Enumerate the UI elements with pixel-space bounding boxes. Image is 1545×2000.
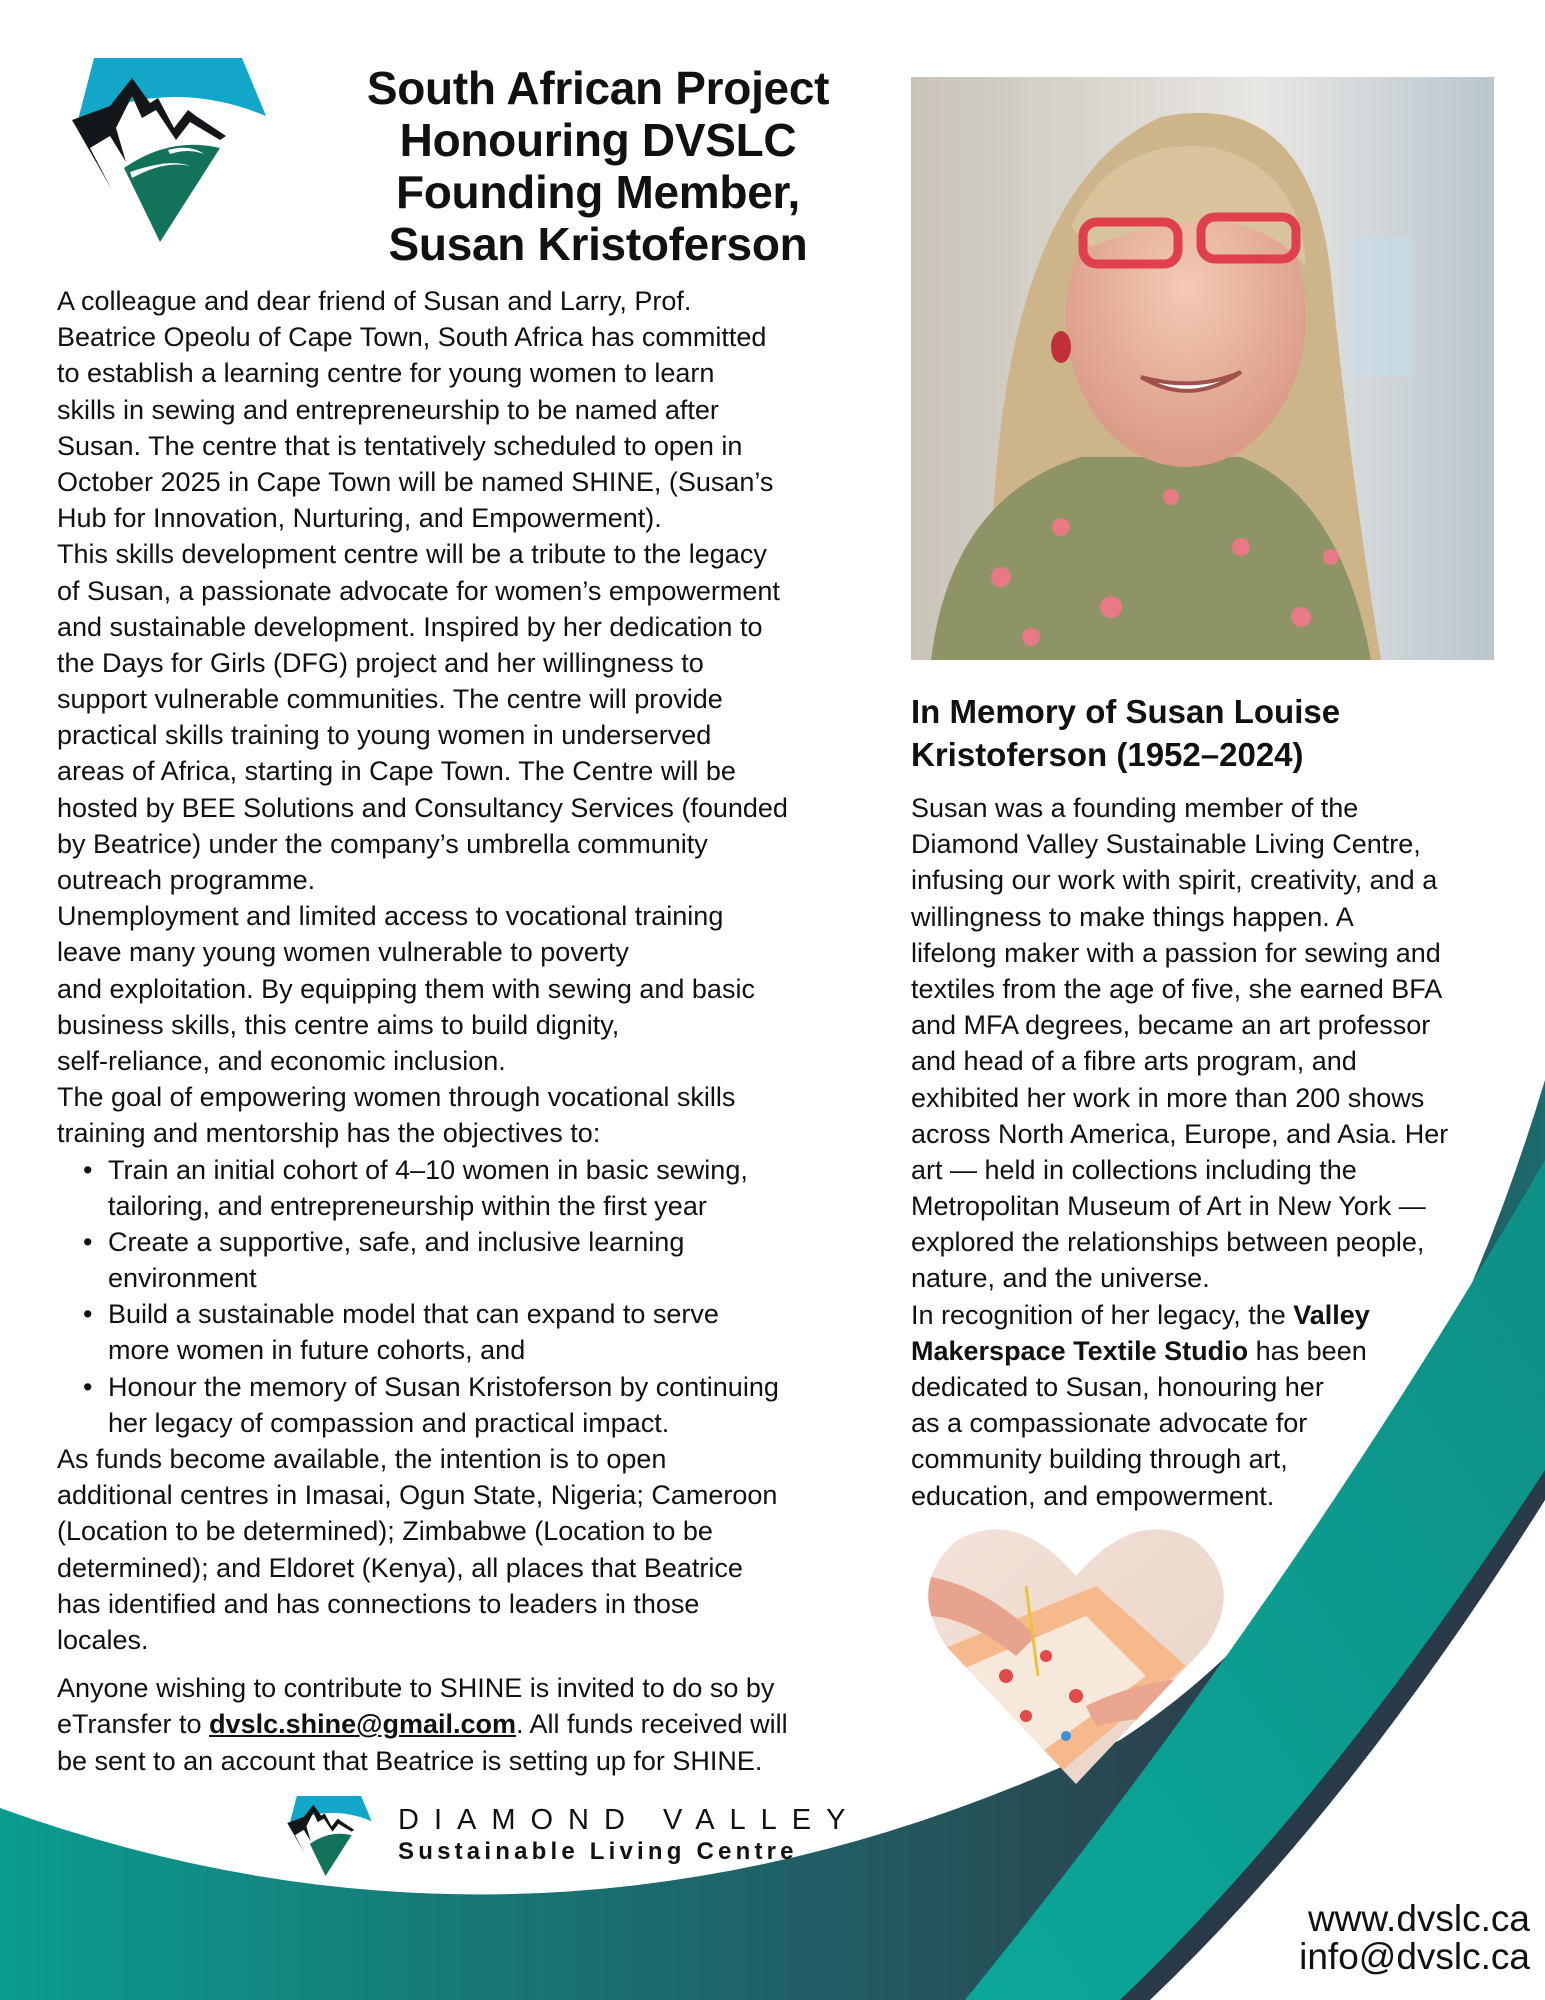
- text-segment: has been: [1248, 1335, 1367, 1366]
- bullet-icon: •: [83, 1154, 93, 1185]
- text-line: and MFA degrees, became an art professor: [911, 1010, 1431, 1041]
- text-line: Anyone wishing to contribute to SHINE is invited to do so by: [57, 1673, 775, 1704]
- text-line: Honour the memory of Susan Kristoferson by continuing: [108, 1371, 779, 1402]
- text-line: across North America, Europe, and Asia. Her: [911, 1118, 1449, 1149]
- text-line: training and mentorship has the objectives to:: [57, 1118, 601, 1149]
- title-line: South African Project: [366, 62, 830, 114]
- text-line: hosted by BEE Solutions and Consultancy Services (founded: [57, 792, 788, 823]
- text-line: business skills, this centre aims to build dignity,: [57, 1009, 620, 1040]
- paragraph-biography: [911, 790, 1511, 1297]
- text-segment: In recognition of her legacy, the: [911, 1299, 1294, 1330]
- susan-portrait-photo: [911, 77, 1494, 660]
- text-line: This skills development centre will be a tribute to the legacy: [57, 539, 767, 570]
- text-line: Train an initial cohort of 4–10 women in basic sewing,: [108, 1154, 748, 1185]
- text-line: Beatrice Opeolu of Cape Town, South Africa has committed: [57, 322, 767, 353]
- heading-line: In Memory of Susan Louise: [911, 693, 1341, 730]
- shine-email-link[interactable]: dvslc.shine@gmail.com: [209, 1709, 516, 1740]
- text-line: determined); and Eldoret (Kenya), all places that Beatrice: [57, 1552, 743, 1583]
- text-segment: eTransfer to: [57, 1709, 210, 1740]
- text-line: The goal of empowering women through vocational skills: [57, 1082, 736, 1113]
- text-line: Create a supportive, safe, and inclusive learning: [108, 1226, 685, 1257]
- paragraph-expansion: [57, 1441, 887, 1658]
- text-line: Unemployment and limited access to vocational training: [57, 901, 724, 932]
- text-line: lifelong maker with a passion for sewing and: [911, 937, 1441, 968]
- sewing-hands-heart-photo: [926, 1526, 1226, 1784]
- paragraph-recognition: [911, 1297, 1511, 1514]
- studio-name-bold: Valley: [1293, 1299, 1370, 1330]
- text-line: support vulnerable communities. The centre will provide: [57, 684, 723, 715]
- bullet-icon: •: [83, 1226, 93, 1257]
- paragraph-tribute: [57, 536, 887, 898]
- objective-item: [57, 1369, 887, 1441]
- text-line: Susan. The centre that is tentatively scheduled to open in: [57, 430, 743, 461]
- contact-info: [1299, 1900, 1530, 1976]
- text-line: and head of a fibre arts program, and: [911, 1046, 1357, 1077]
- text-line: by Beatrice) under the company’s umbrella community: [57, 828, 708, 859]
- studio-name-bold: Makerspace Textile Studio: [911, 1335, 1249, 1366]
- title-line: Founding Member,: [395, 166, 801, 218]
- text-line: outreach programme.: [57, 865, 316, 895]
- text-line: October 2025 in Cape Town will be named SHINE, (Susan’s: [57, 466, 774, 497]
- text-line: tailoring, and entrepreneurship within the first year: [108, 1190, 707, 1221]
- text-line: additional centres in Imasai, Ogun State, Nigeria; Cameroon: [57, 1480, 778, 1511]
- heading-line: Kristoferson (1952–2024): [911, 736, 1304, 773]
- text-line: Susan was a founding member of the: [911, 793, 1359, 823]
- text-line: leave many young women vulnerable to poverty: [57, 937, 629, 968]
- text-line: explored the relationships between people,: [911, 1227, 1425, 1258]
- bullet-icon: •: [83, 1299, 93, 1330]
- footer-logo-icon: [286, 1796, 372, 1876]
- text-line: self-reliance, and economic inclusion.: [57, 1045, 506, 1076]
- text-line: as a compassionate advocate for: [911, 1408, 1308, 1439]
- website-link[interactable]: www.dvslc.ca: [1307, 1898, 1530, 1939]
- paragraph-need: [57, 898, 887, 1079]
- objective-item: [57, 1296, 887, 1368]
- memorial-body: [911, 790, 1511, 1514]
- text-line: Metropolitan Museum of Art in New York —: [911, 1191, 1426, 1222]
- text-segment: . All funds received will: [516, 1709, 788, 1740]
- text-line: skills in sewing and entrepreneurship to be named after: [57, 394, 719, 425]
- text-line: art — held in collections including the: [911, 1154, 1357, 1185]
- memorial-heading: [911, 690, 1511, 776]
- contact-email-link[interactable]: info@dvslc.ca: [1299, 1936, 1530, 1977]
- text-line: the Days for Girls (DFG) project and her willingness to: [57, 647, 704, 678]
- dvslc-logo: [70, 58, 266, 242]
- text-line: more women in future cohorts, and: [108, 1335, 526, 1366]
- text-line: of Susan, a passionate advocate for women’s empowerment: [57, 575, 780, 606]
- footer-org-subtitle: Sustainable Living Centre: [398, 1838, 798, 1865]
- objectives-list: [57, 1152, 887, 1442]
- title-line: Honouring DVSLC: [399, 114, 797, 166]
- text-line: to establish a learning centre for young women to learn: [57, 358, 715, 389]
- text-line: Diamond Valley Sustainable Living Centre,: [911, 829, 1421, 860]
- text-line: nature, and the universe.: [911, 1263, 1210, 1294]
- article-body: [57, 283, 887, 1779]
- text-line: As funds become available, the intention is to open: [57, 1444, 667, 1474]
- text-line: (Location to be determined); Zimbabwe (Location to be: [57, 1516, 713, 1547]
- text-line: areas of Africa, starting in Cape Town. The Centre will be: [57, 756, 736, 787]
- text-line: infusing our work with spirit, creativity, and a: [911, 865, 1438, 896]
- text-line: [911, 1297, 1511, 1333]
- objective-item: [57, 1224, 887, 1296]
- paragraph-goal: [57, 1079, 887, 1151]
- text-line: A colleague and dear friend of Susan and Larry, Prof.: [57, 286, 692, 316]
- text-line: education, and empowerment.: [911, 1480, 1275, 1511]
- text-line: Build a sustainable model that can expand to serve: [108, 1299, 719, 1330]
- text-line: has identified and has connections to leaders in those: [57, 1588, 700, 1619]
- text-line: be sent to an account that Beatrice is setting up for SHINE.: [57, 1745, 763, 1776]
- text-line: Hub for Innovation, Nurturing, and Empowerment).: [57, 503, 662, 534]
- page-title: [300, 62, 896, 270]
- bullet-icon: •: [83, 1371, 93, 1402]
- text-line: dedicated to Susan, honouring her: [911, 1372, 1324, 1402]
- paragraph-contribute: [57, 1670, 887, 1779]
- text-line: and sustainable development. Inspired by her dedication to: [57, 611, 763, 642]
- text-line: her legacy of compassion and practical impact.: [108, 1407, 670, 1438]
- text-line: environment: [108, 1263, 257, 1294]
- objective-item: [57, 1152, 887, 1224]
- text-line: [57, 1706, 887, 1742]
- text-line: practical skills training to young women in underserved: [57, 720, 712, 751]
- text-line: locales.: [57, 1624, 149, 1655]
- text-line: and exploitation. By equipping them with sewing and basic: [57, 973, 755, 1004]
- text-line: textiles from the age of five, she earned BFA: [911, 973, 1443, 1004]
- text-line: community building through art,: [911, 1444, 1288, 1475]
- text-line: willingness to make things happen. A: [911, 901, 1354, 932]
- text-line: [911, 1333, 1511, 1369]
- title-line: Susan Kristoferson: [388, 218, 808, 270]
- text-line: exhibited her work in more than 200 shows: [911, 1082, 1425, 1113]
- paragraph-intro: [57, 283, 887, 536]
- footer-org-name: DIAMOND VALLEY: [398, 1804, 861, 1836]
